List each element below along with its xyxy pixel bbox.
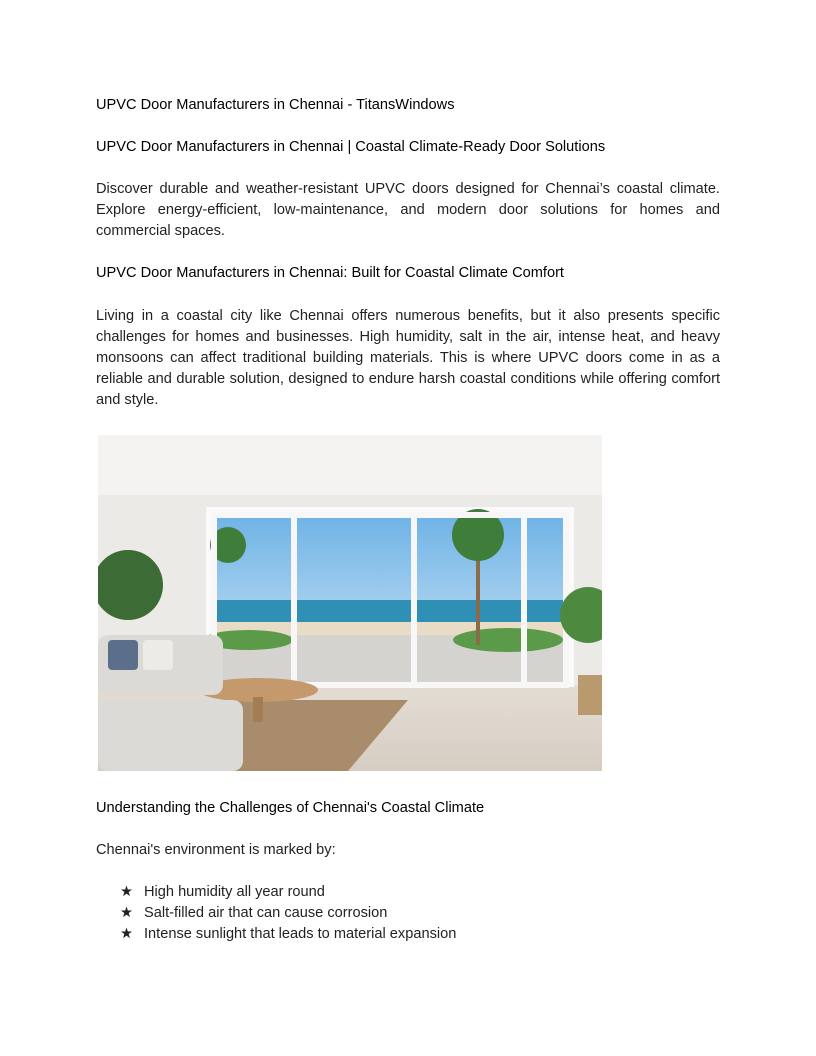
challenges-list xyxy=(120,882,456,945)
star-bullet-icon: ★ xyxy=(120,926,134,942)
intro-paragraph: Discover durable and weather-resistant UPVC doors designed for Chennai’s coastal climate. Explore energy-efficient, low-maintenance, and modern door solutions for homes and commercial spaces. xyxy=(96,181,720,239)
section-heading: Understanding the Challenges of Chennai's Coastal Climate xyxy=(96,800,485,816)
star-bullet-icon: ★ xyxy=(120,905,134,921)
document-title: UPVC Door Manufacturers in Chennai - TitansWindows xyxy=(96,97,455,113)
section-lead: Chennai's environment is marked by: xyxy=(96,842,336,858)
list-item xyxy=(120,903,456,924)
list-item-text: High humidity all year round xyxy=(144,884,325,900)
list-item-text: Intense sunlight that leads to material expansion xyxy=(144,926,457,942)
section-heading: UPVC Door Manufacturers in Chennai: Built for Coastal Climate Comfort xyxy=(96,265,564,281)
section-paragraph: Living in a coastal city like Chennai offers numerous benefits, but it also presents specific challenges for homes and businesses. High humidity, salt in the air, intense heat, and heavy monsoons can affect traditional building materials. This is where UPVC doors come in as a reliable and durable solution, designed to endure harsh coastal conditions while offering comfort and style. xyxy=(96,308,720,408)
list-item xyxy=(120,924,456,945)
document-subtitle: UPVC Door Manufacturers in Chennai | Coastal Climate-Ready Door Solutions xyxy=(96,139,606,155)
star-bullet-icon: ★ xyxy=(120,884,134,900)
list-item xyxy=(120,882,456,903)
list-item-text: Salt-filled air that can cause corrosion xyxy=(144,905,388,921)
living-room-beach-view-image xyxy=(98,435,602,771)
